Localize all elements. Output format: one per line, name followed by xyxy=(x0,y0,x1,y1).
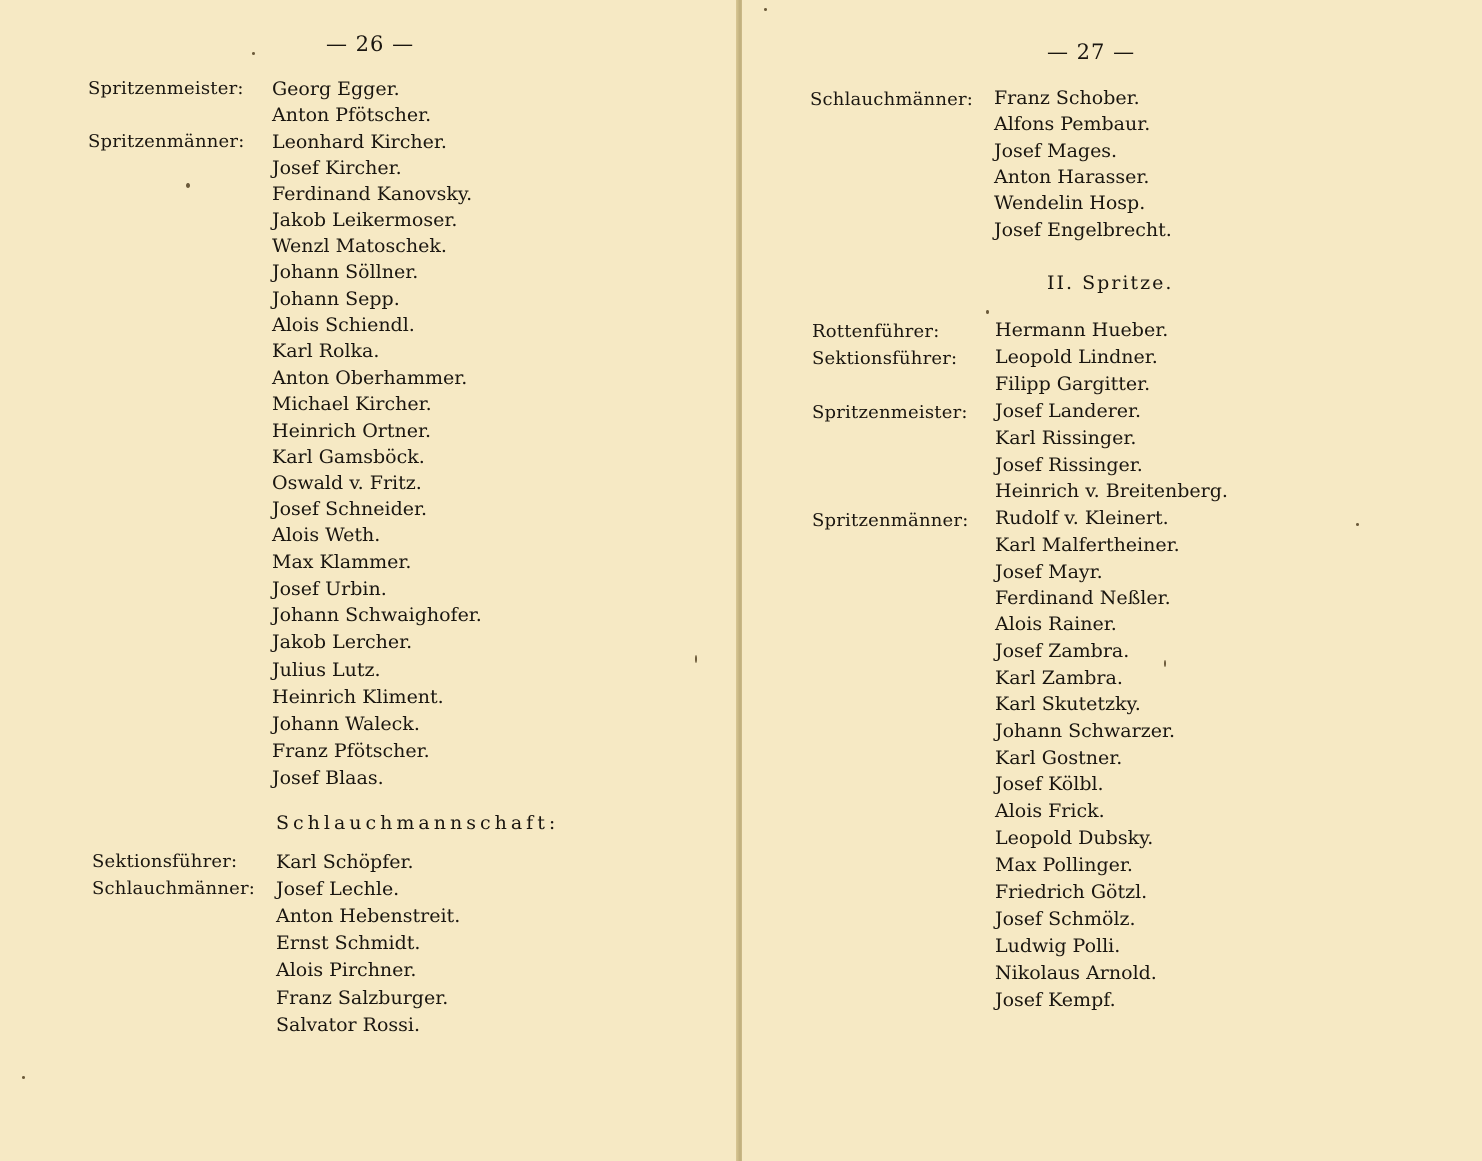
name-entry: Anton Oberhammer. xyxy=(272,367,468,389)
name-entry: Georg Egger. xyxy=(272,78,400,100)
name-entry: Josef Mages. xyxy=(994,140,1118,162)
paper-speck xyxy=(986,310,989,314)
name-entry: Josef Schneider. xyxy=(272,498,428,520)
name-entry: Johann Sepp. xyxy=(272,288,400,310)
right-page xyxy=(742,0,1482,1161)
name-entry: Rudolf v. Kleinert. xyxy=(995,507,1169,529)
name-entry: Alois Schiendl. xyxy=(272,314,415,336)
paper-speck xyxy=(186,183,190,188)
role-label: Spritzenmeister: xyxy=(88,78,244,99)
name-entry: Josef Urbin. xyxy=(272,578,387,600)
name-entry: Johann Waleck. xyxy=(272,713,420,735)
name-entry: Karl Malfertheiner. xyxy=(995,534,1180,556)
name-entry: Anton Harasser. xyxy=(994,166,1150,188)
name-entry: Franz Salzburger. xyxy=(276,987,449,1009)
name-entry: Josef Engelbrecht. xyxy=(994,219,1172,241)
section-heading: Schlauchmannschaft: xyxy=(276,812,560,834)
name-entry: Ferdinand Kanovsky. xyxy=(272,183,473,205)
name-entry: Karl Skutetzky. xyxy=(995,693,1141,715)
name-entry: Ernst Schmidt. xyxy=(276,932,421,954)
page-number: — 27 — xyxy=(1047,40,1136,64)
name-entry: Heinrich v. Breitenberg. xyxy=(995,480,1228,502)
name-entry: Leonhard Kircher. xyxy=(272,131,447,153)
role-label: Spritzenmänner: xyxy=(88,131,245,152)
role-label: Spritzenmeister: xyxy=(812,402,968,423)
paper-speck xyxy=(1356,523,1359,526)
name-entry: Franz Schober. xyxy=(994,87,1140,109)
name-entry: Wendelin Hosp. xyxy=(994,192,1146,214)
paper-speck xyxy=(252,52,255,55)
name-entry: Josef Kempf. xyxy=(995,989,1116,1011)
name-entry: Josef Mayr. xyxy=(995,561,1103,583)
name-entry: Karl Rolka. xyxy=(272,340,380,362)
role-label: Spritzenmänner: xyxy=(812,510,969,531)
name-entry: Josef Landerer. xyxy=(995,400,1142,422)
name-entry: Jakob Leikermoser. xyxy=(272,209,458,231)
name-entry: Alois Pirchner. xyxy=(276,959,417,981)
name-entry: Heinrich Ortner. xyxy=(272,420,432,442)
role-label: Sektionsführer: xyxy=(812,348,958,369)
name-entry: Leopold Lindner. xyxy=(995,346,1158,368)
name-entry: Hermann Hueber. xyxy=(995,319,1169,341)
role-label: Schlauchmänner: xyxy=(810,89,974,110)
name-entry: Josef Schmölz. xyxy=(995,908,1136,930)
name-entry: Josef Rissinger. xyxy=(995,454,1143,476)
name-entry: Karl Gostner. xyxy=(995,747,1123,769)
name-entry: Karl Rissinger. xyxy=(995,427,1137,449)
name-entry: Ferdinand Neßler. xyxy=(995,587,1171,609)
name-entry: Alois Rainer. xyxy=(995,613,1117,635)
name-entry: Michael Kircher. xyxy=(272,393,432,415)
name-entry: Anton Hebenstreit. xyxy=(276,905,461,927)
name-entry: Anton Pfötscher. xyxy=(272,104,432,126)
name-entry: Josef Lechle. xyxy=(276,878,400,900)
name-entry: Alois Weth. xyxy=(272,524,381,546)
name-entry: Josef Blaas. xyxy=(272,767,384,789)
name-entry: Alois Frick. xyxy=(995,800,1105,822)
role-label: Schlauchmänner: xyxy=(92,878,256,899)
left-page xyxy=(0,0,738,1161)
name-entry: Oswald v. Fritz. xyxy=(272,472,422,494)
name-entry: Friedrich Götzl. xyxy=(995,881,1148,903)
role-label: Rottenführer: xyxy=(812,321,940,342)
name-entry: Johann Schwarzer. xyxy=(995,720,1175,742)
name-entry: Johann Schwaighofer. xyxy=(272,604,482,626)
name-entry: Alfons Pembaur. xyxy=(994,113,1151,135)
name-entry: Josef Kölbl. xyxy=(995,773,1104,795)
name-entry: Filipp Gargitter. xyxy=(995,373,1151,395)
section-heading: II. Spritze. xyxy=(1047,272,1174,294)
name-entry: Max Klammer. xyxy=(272,551,412,573)
name-entry: Wenzl Matoschek. xyxy=(272,235,447,257)
name-entry: Karl Gamsböck. xyxy=(272,446,425,468)
paper-speck xyxy=(22,1076,25,1079)
name-entry: Johann Söllner. xyxy=(272,261,419,283)
paper-speck xyxy=(1164,660,1166,667)
name-entry: Leopold Dubsky. xyxy=(995,827,1154,849)
name-entry: Karl Zambra. xyxy=(995,667,1123,689)
name-entry: Heinrich Kliment. xyxy=(272,686,444,708)
name-entry: Max Pollinger. xyxy=(995,854,1133,876)
name-entry: Julius Lutz. xyxy=(272,659,381,681)
name-entry: Nikolaus Arnold. xyxy=(995,962,1157,984)
name-entry: Josef Kircher. xyxy=(272,157,402,179)
name-entry: Josef Zambra. xyxy=(995,640,1130,662)
name-entry: Karl Schöpfer. xyxy=(276,851,414,873)
name-entry: Ludwig Polli. xyxy=(995,935,1121,957)
name-entry: Franz Pfötscher. xyxy=(272,740,430,762)
name-entry: Salvator Rossi. xyxy=(276,1014,421,1036)
page-number: — 26 — xyxy=(326,32,415,56)
paper-speck xyxy=(764,8,767,11)
name-entry: Jakob Lercher. xyxy=(272,631,413,653)
paper-speck xyxy=(695,655,697,663)
role-label: Sektionsführer: xyxy=(92,851,238,872)
